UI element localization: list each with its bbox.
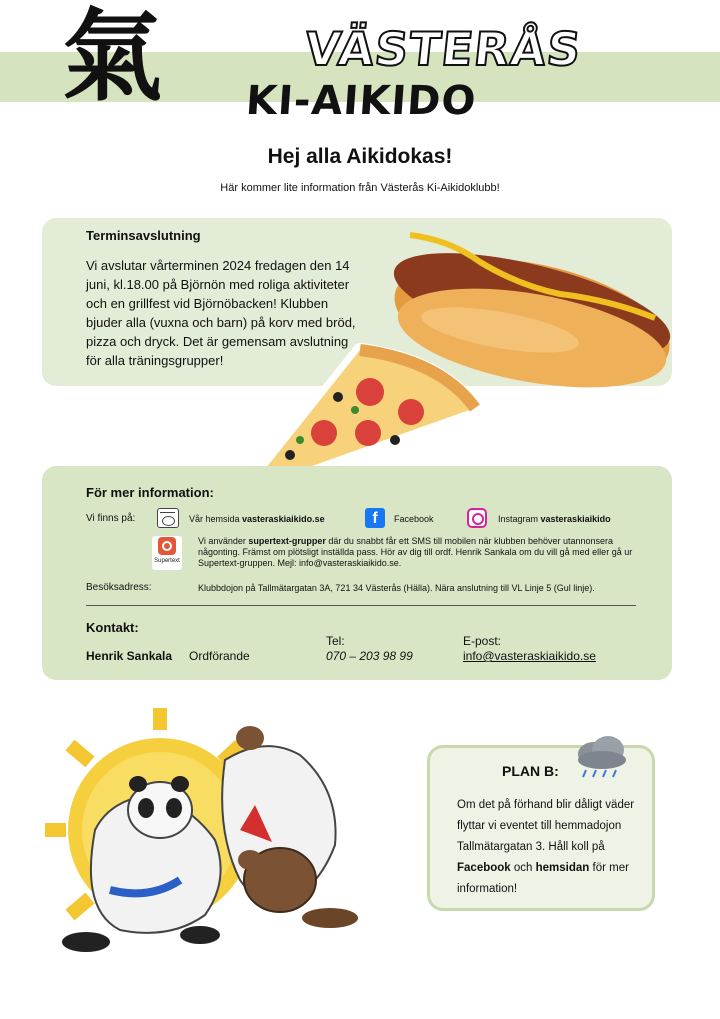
supertext-pre: Vi använder: [198, 536, 249, 546]
info-heading: För mer information:: [86, 485, 214, 500]
plan-b-facebook[interactable]: Facebook: [457, 862, 511, 874]
plan-b-title: PLAN B:: [502, 763, 559, 779]
page-title: Hej alla Aikidokas!: [267, 145, 453, 168]
plan-b-body: [457, 795, 647, 900]
facebook-link[interactable]: Facebook: [394, 514, 434, 524]
supertext-badge: [158, 537, 176, 555]
instagram-icon[interactable]: [467, 508, 487, 528]
contact-name: Henrik Sankala: [86, 649, 173, 663]
plan-b-mid: och: [510, 862, 536, 874]
supertext-logo-label: Supertext: [154, 558, 180, 564]
logo-ki-aikido: KI-AIKIDO: [244, 78, 479, 124]
website-url[interactable]: vasteraskiaikido.se: [242, 514, 325, 524]
page-subtitle: Här kommer lite information från Västerås Ki-Aikidoklubb!: [220, 182, 500, 194]
plan-b-post: för mer information!: [457, 862, 629, 895]
supertext-post: där du snabbt får ett SMS till mobilen när klubben behöver utannonsera någonting. Främst om plötsligt inställda pass. Hör av dig till ordf. Henrik Sankala om du vill gå med eller gå ur Supertext-gruppen. Mejl: info@vasteraskiaikido.se.: [198, 536, 633, 568]
address-text: Klubbdojon på Tallmätargatan 3A, 721 34 Västerås (Hälla). Nära anslutning till VL Linje 5 (Gul linje).: [198, 583, 595, 593]
follow-label: Vi finns på:: [86, 513, 136, 524]
facebook-icon[interactable]: f: [365, 508, 385, 528]
supertext-description: [198, 536, 650, 569]
website-link[interactable]: [189, 514, 325, 524]
address-label: Besöksadress:: [86, 582, 152, 593]
tel-label: Tel:: [326, 634, 345, 648]
contact-heading: Kontakt:: [86, 620, 139, 635]
supertext-bold: supertext-grupper: [248, 536, 326, 546]
section-divider: [86, 605, 636, 606]
email-label: E-post:: [463, 634, 502, 648]
tel-number: 070 – 203 98 99: [326, 649, 413, 663]
plan-b-pre: Om det på förhand blir dåligt väder flyttar vi eventet till hemmadojon Tallmätargatan 3. Håll koll på: [457, 799, 635, 853]
plan-b-site[interactable]: hemsidan: [535, 862, 590, 874]
bear-icon: [222, 726, 358, 928]
instagram-link[interactable]: [498, 514, 611, 524]
logo-vasteras: VÄSTERÅS: [302, 22, 585, 76]
ki-kanji-logo: 氣: [62, 0, 162, 115]
website-prefix: Vår hemsida: [189, 514, 243, 524]
instagram-handle[interactable]: vasteraskiaikido: [540, 514, 611, 524]
instagram-prefix: Instagram: [498, 514, 541, 524]
email-link[interactable]: info@vasteraskiaikido.se: [463, 649, 596, 663]
web-icon: [157, 508, 179, 528]
supertext-icon: [152, 536, 182, 570]
term-end-heading: Terminsavslutning: [86, 228, 201, 243]
contact-role: Ordförande: [189, 649, 250, 663]
term-end-body: Vi avslutar vårterminen 2024 fredagen den 14 juni, kl.18.00 på Björnön med roliga aktiviteter och en grillfest vid Björnöbacken! Klubben bjuder alla (vuxna och barn) på korv med bröd, pizza och dryck. Det är gemensam avslutning för alla träningsgrupper!: [86, 258, 356, 368]
rain-cloud-icon: [572, 732, 632, 780]
